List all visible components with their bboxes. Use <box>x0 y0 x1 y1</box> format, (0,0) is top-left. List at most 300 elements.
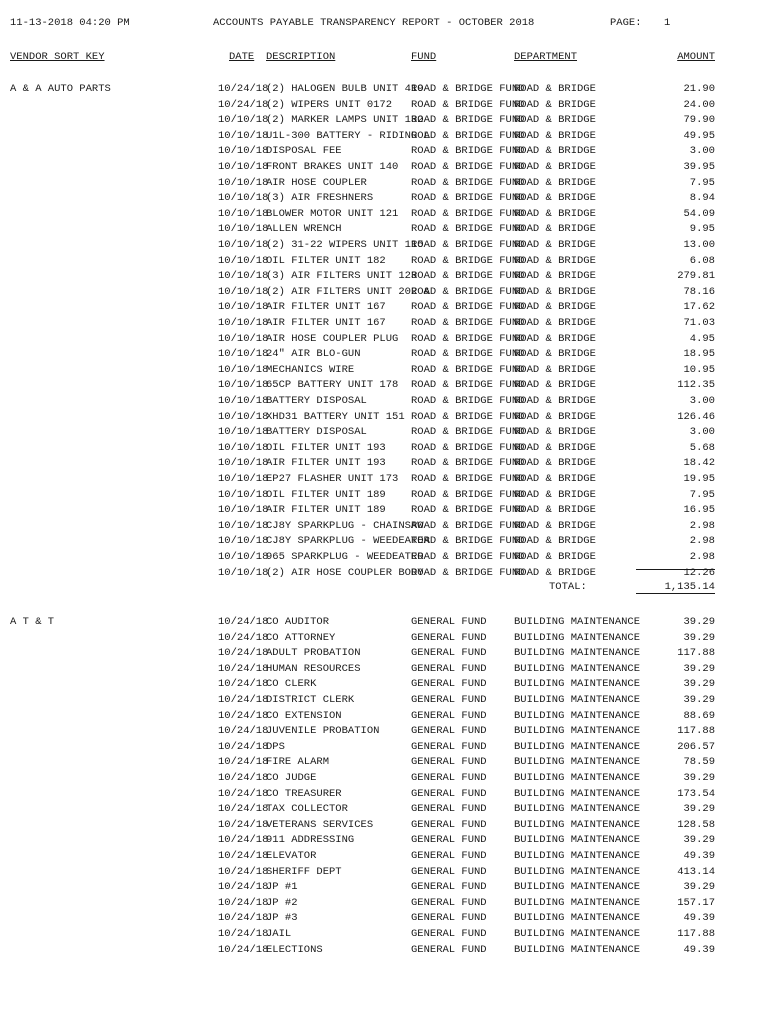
table-row <box>0 615 770 631</box>
entry-date: 10/24/18 <box>218 912 269 925</box>
entry-date: 10/10/18 <box>218 161 269 173</box>
total-rule <box>636 569 715 570</box>
entry-description: (3) AIR FRESHNERS <box>266 192 374 205</box>
entry-amount: 3.00 <box>689 395 715 407</box>
entry-department: BUILDING MAINTENANCE <box>514 912 641 925</box>
entry-date: 10/24/18 <box>218 725 269 738</box>
entry-department: ROAD & BRIDGE <box>514 395 596 407</box>
table-row <box>0 191 770 207</box>
entry-description: MECHANICS WIRE <box>266 363 355 376</box>
entry-department: ROAD & BRIDGE <box>514 301 596 314</box>
entry-amount: 39.29 <box>683 803 715 816</box>
entry-department: ROAD & BRIDGE <box>514 176 596 189</box>
entry-description: AIR FILTER UNIT 193 <box>266 457 386 470</box>
entry-fund: GENERAL FUND <box>411 678 487 691</box>
entry-department: ROAD & BRIDGE <box>514 441 596 454</box>
table-row <box>0 176 770 192</box>
table-row <box>0 113 770 129</box>
entry-amount: 39.29 <box>683 662 715 675</box>
entry-department: BUILDING MAINTENANCE <box>514 787 641 800</box>
entry-fund: ROAD & BRIDGE FUND <box>411 129 525 142</box>
entry-fund: GENERAL FUND <box>411 787 487 800</box>
entry-description: ALLEN WRENCH <box>266 223 342 236</box>
entry-description: CJ8Y SPARKPLUG - WEEDEATER <box>266 535 430 548</box>
entry-description: AIR FILTER UNIT 167 <box>266 317 386 329</box>
entry-amount: 279.81 <box>677 270 715 283</box>
entry-department: ROAD & BRIDGE <box>514 285 596 298</box>
entry-fund: ROAD & BRIDGE FUND <box>411 301 525 314</box>
entry-amount: 128.58 <box>677 818 715 831</box>
entry-department: ROAD & BRIDGE <box>514 566 596 579</box>
entry-date: 10/10/18 <box>218 223 269 236</box>
entry-date: 10/24/18 <box>218 834 269 847</box>
table-row <box>0 911 770 927</box>
table-row <box>0 82 770 98</box>
table-row <box>0 849 770 865</box>
entry-amount: 78.16 <box>683 285 715 298</box>
entry-fund: ROAD & BRIDGE FUND <box>411 114 525 127</box>
entry-description: OIL FILTER UNIT 182 <box>266 254 386 267</box>
table-row <box>0 755 770 771</box>
table-row <box>0 254 770 270</box>
entry-description: BATTERY DISPOSAL <box>266 395 367 407</box>
entry-description: 911 ADDRESSING <box>266 834 355 847</box>
entry-fund: ROAD & BRIDGE FUND <box>411 161 525 173</box>
entry-fund: GENERAL FUND <box>411 740 487 753</box>
entry-department: ROAD & BRIDGE <box>514 98 596 111</box>
entry-fund: ROAD & BRIDGE FUND <box>411 270 525 283</box>
entry-department: BUILDING MAINTENANCE <box>514 694 641 706</box>
entry-date: 10/10/18 <box>218 207 269 220</box>
entry-date: 10/10/18 <box>218 285 269 298</box>
entry-description: JAIL <box>266 928 292 940</box>
entry-fund: ROAD & BRIDGE FUND <box>411 504 525 517</box>
entry-department: ROAD & BRIDGE <box>514 504 596 517</box>
entry-department: BUILDING MAINTENANCE <box>514 881 641 894</box>
entry-description: AIR HOSE COUPLER <box>266 176 367 189</box>
entry-amount: 19.95 <box>683 473 715 485</box>
entry-date: 10/10/18 <box>218 363 269 376</box>
entry-department: ROAD & BRIDGE <box>514 348 596 361</box>
entry-amount: 39.29 <box>683 834 715 847</box>
entry-description: JP #3 <box>266 912 298 925</box>
entry-amount: 2.98 <box>689 551 715 563</box>
entry-description: DISTRICT CLERK <box>266 694 355 706</box>
table-row <box>0 709 770 725</box>
entry-date: 10/10/18 <box>218 535 269 548</box>
entry-fund: ROAD & BRIDGE FUND <box>411 379 525 392</box>
entry-description: AIR FILTER UNIT 189 <box>266 504 386 517</box>
entry-department: ROAD & BRIDGE <box>514 129 596 142</box>
entry-date: 10/10/18 <box>218 426 269 439</box>
table-row <box>0 456 770 472</box>
entry-description: JP #2 <box>266 896 298 909</box>
entry-description: HUMAN RESOURCES <box>266 662 361 675</box>
entry-date: 10/24/18 <box>218 709 269 722</box>
entry-description: AIR HOSE COUPLER PLUG <box>266 332 399 345</box>
entry-description: OIL FILTER UNIT 189 <box>266 488 386 501</box>
entry-description: (2) AIR FILTERS UNIT 202 & <box>266 285 430 298</box>
table-row <box>0 534 770 550</box>
table-row <box>0 300 770 316</box>
entry-department: ROAD & BRIDGE <box>514 332 596 345</box>
entry-fund: ROAD & BRIDGE FUND <box>411 285 525 298</box>
entry-amount: 10.95 <box>683 363 715 376</box>
entry-amount: 49.39 <box>683 850 715 862</box>
entry-fund: GENERAL FUND <box>411 709 487 722</box>
entry-description: XHD31 BATTERY UNIT 151 <box>266 410 405 423</box>
entry-description: FRONT BRAKES UNIT 140 <box>266 161 399 173</box>
entry-amount: 6.08 <box>689 254 715 267</box>
entry-fund: GENERAL FUND <box>411 818 487 831</box>
entry-date: 10/24/18 <box>218 662 269 675</box>
entry-fund: GENERAL FUND <box>411 881 487 894</box>
entry-date: 10/10/18 <box>218 129 269 142</box>
table-row <box>0 222 770 238</box>
entry-date: 10/10/18 <box>218 254 269 267</box>
entry-fund: GENERAL FUND <box>411 865 487 878</box>
entry-description: ADULT PROBATION <box>266 647 361 660</box>
entry-amount: 78.59 <box>683 756 715 769</box>
entry-fund: GENERAL FUND <box>411 943 487 956</box>
entry-amount: 39.29 <box>683 631 715 644</box>
entry-date: 10/24/18 <box>218 865 269 878</box>
entry-date: 10/10/18 <box>218 395 269 407</box>
entry-date: 10/24/18 <box>218 631 269 644</box>
entry-date: 10/10/18 <box>218 114 269 127</box>
entry-date: 10/10/18 <box>218 551 269 563</box>
entry-department: ROAD & BRIDGE <box>514 457 596 470</box>
entry-amount: 71.03 <box>683 317 715 329</box>
entry-department: ROAD & BRIDGE <box>514 254 596 267</box>
entry-department: ROAD & BRIDGE <box>514 192 596 205</box>
entry-amount: 49.95 <box>683 129 715 142</box>
entry-amount: 206.57 <box>677 740 715 753</box>
table-row <box>0 503 770 519</box>
entry-department: BUILDING MAINTENANCE <box>514 662 641 675</box>
entry-department: ROAD & BRIDGE <box>514 270 596 283</box>
entry-date: 10/10/18 <box>218 441 269 454</box>
entry-fund: GENERAL FUND <box>411 850 487 862</box>
entry-amount: 2.98 <box>689 519 715 532</box>
entry-department: ROAD & BRIDGE <box>514 317 596 329</box>
entry-description: DPS <box>266 740 285 753</box>
entry-fund: ROAD & BRIDGE FUND <box>411 254 525 267</box>
entry-description: 65CP BATTERY UNIT 178 <box>266 379 399 392</box>
entry-fund: ROAD & BRIDGE FUND <box>411 332 525 345</box>
entry-fund: ROAD & BRIDGE FUND <box>411 176 525 189</box>
entry-description: BATTERY DISPOSAL <box>266 426 367 439</box>
entry-fund: ROAD & BRIDGE FUND <box>411 192 525 205</box>
entry-amount: 18.95 <box>683 348 715 361</box>
entry-department: BUILDING MAINTENANCE <box>514 943 641 956</box>
entry-department: BUILDING MAINTENANCE <box>514 818 641 831</box>
entry-amount: 49.39 <box>683 943 715 956</box>
entry-fund: ROAD & BRIDGE FUND <box>411 473 525 485</box>
entry-description: CO TREASURER <box>266 787 342 800</box>
entry-fund: ROAD & BRIDGE FUND <box>411 83 525 95</box>
entry-fund: GENERAL FUND <box>411 928 487 940</box>
entry-description: (2) MARKER LAMPS UNIT 132 <box>266 114 424 127</box>
entry-fund: ROAD & BRIDGE FUND <box>411 519 525 532</box>
table-row <box>0 488 770 504</box>
entry-fund: ROAD & BRIDGE FUND <box>411 348 525 361</box>
entry-amount: 39.95 <box>683 161 715 173</box>
entry-date: 10/24/18 <box>218 616 269 628</box>
entry-description: ELEVATOR <box>266 850 317 862</box>
entry-description: JUVENILE PROBATION <box>266 725 380 738</box>
entry-date: 10/10/18 <box>218 488 269 501</box>
entry-fund: GENERAL FUND <box>411 896 487 909</box>
table-row <box>0 771 770 787</box>
entry-department: BUILDING MAINTENANCE <box>514 616 641 628</box>
entry-description: (3) AIR FILTERS UNIT 123 <box>266 270 418 283</box>
table-row <box>0 98 770 114</box>
entry-date: 10/24/18 <box>218 928 269 940</box>
entry-date: 10/10/18 <box>218 504 269 517</box>
entry-fund: ROAD & BRIDGE FUND <box>411 207 525 220</box>
table-row <box>0 646 770 662</box>
entry-amount: 39.29 <box>683 881 715 894</box>
report-datetime: 11-13-2018 04:20 PM <box>10 17 130 29</box>
entry-fund: GENERAL FUND <box>411 803 487 816</box>
column-header-fund: FUND <box>411 51 437 63</box>
entry-date: 10/10/18 <box>218 317 269 329</box>
entry-description: (2) HALOGEN BULB UNIT 419 <box>266 83 424 95</box>
entry-department: ROAD & BRIDGE <box>514 379 596 392</box>
table-row <box>0 833 770 849</box>
entry-description: BLOWER MOTOR UNIT 121 <box>266 207 399 220</box>
entry-fund: GENERAL FUND <box>411 912 487 925</box>
entry-fund: ROAD & BRIDGE FUND <box>411 317 525 329</box>
vendor-name: A T & T <box>10 616 55 628</box>
entry-description: OIL FILTER UNIT 193 <box>266 441 386 454</box>
entry-amount: 49.39 <box>683 912 715 925</box>
entry-fund: ROAD & BRIDGE FUND <box>411 395 525 407</box>
entry-department: BUILDING MAINTENANCE <box>514 834 641 847</box>
entry-amount: 3.00 <box>689 145 715 158</box>
entry-description: U1L-300 BATTERY - RIDING L <box>266 129 430 142</box>
entry-department: ROAD & BRIDGE <box>514 410 596 423</box>
table-row <box>0 425 770 441</box>
entry-department: BUILDING MAINTENANCE <box>514 928 641 940</box>
entry-fund: ROAD & BRIDGE FUND <box>411 457 525 470</box>
entry-date: 10/24/18 <box>218 803 269 816</box>
entry-fund: GENERAL FUND <box>411 725 487 738</box>
entry-department: BUILDING MAINTENANCE <box>514 865 641 878</box>
entry-date: 10/24/18 <box>218 881 269 894</box>
entry-department: BUILDING MAINTENANCE <box>514 678 641 691</box>
entry-department: ROAD & BRIDGE <box>514 535 596 548</box>
entry-department: ROAD & BRIDGE <box>514 473 596 485</box>
table-row <box>0 724 770 740</box>
table-row <box>0 347 770 363</box>
entry-description: (2) WIPERS UNIT 0172 <box>266 98 393 111</box>
entry-date: 10/24/18 <box>218 896 269 909</box>
column-header-department: DEPARTMENT <box>514 51 578 63</box>
entry-amount: 16.95 <box>683 504 715 517</box>
table-row <box>0 927 770 943</box>
table-row <box>0 740 770 756</box>
total-label: TOTAL: <box>549 581 587 594</box>
entry-date: 10/10/18 <box>218 473 269 485</box>
table-row <box>0 550 770 566</box>
table-row <box>0 207 770 223</box>
table-row <box>0 285 770 301</box>
entry-amount: 79.90 <box>683 114 715 127</box>
entry-fund: GENERAL FUND <box>411 647 487 660</box>
entry-amount: 157.17 <box>677 896 715 909</box>
entry-date: 10/10/18 <box>218 379 269 392</box>
entry-amount: 2.98 <box>689 535 715 548</box>
entry-amount: 18.42 <box>683 457 715 470</box>
entry-amount: 117.88 <box>677 647 715 660</box>
entry-description: FIRE ALARM <box>266 756 330 769</box>
entry-amount: 39.29 <box>683 616 715 628</box>
entry-amount: 24.00 <box>683 98 715 111</box>
entry-department: ROAD & BRIDGE <box>514 223 596 236</box>
table-row <box>0 410 770 426</box>
table-row <box>0 896 770 912</box>
entry-amount: 117.88 <box>677 725 715 738</box>
entry-amount: 112.35 <box>677 379 715 392</box>
entry-department: BUILDING MAINTENANCE <box>514 647 641 660</box>
table-row <box>0 472 770 488</box>
column-header-amount: AMOUNT <box>677 51 715 63</box>
entry-fund: GENERAL FUND <box>411 662 487 675</box>
entry-fund: GENERAL FUND <box>411 772 487 784</box>
entry-department: BUILDING MAINTENANCE <box>514 803 641 816</box>
entry-department: ROAD & BRIDGE <box>514 114 596 127</box>
column-header-date: DATE <box>229 51 255 63</box>
entry-description: TAX COLLECTOR <box>266 803 348 816</box>
entry-date: 10/10/18 <box>218 566 269 579</box>
entry-date: 10/10/18 <box>218 332 269 345</box>
entry-department: ROAD & BRIDGE <box>514 239 596 251</box>
entry-amount: 3.00 <box>689 426 715 439</box>
entry-fund: ROAD & BRIDGE FUND <box>411 98 525 111</box>
entry-date: 10/10/18 <box>218 348 269 361</box>
entry-date: 10/10/18 <box>218 301 269 314</box>
entry-fund: ROAD & BRIDGE FUND <box>411 551 525 563</box>
table-row <box>0 787 770 803</box>
entry-description: ELECTIONS <box>266 943 323 956</box>
entry-date: 10/10/18 <box>218 410 269 423</box>
entry-fund: GENERAL FUND <box>411 694 487 706</box>
entry-date: 10/24/18 <box>218 787 269 800</box>
entry-amount: 7.95 <box>689 488 715 501</box>
entry-date: 10/24/18 <box>218 818 269 831</box>
entry-description: 965 SPARKPLUG - WEEDEATER <box>266 551 424 563</box>
entry-department: ROAD & BRIDGE <box>514 207 596 220</box>
entry-department: ROAD & BRIDGE <box>514 83 596 95</box>
column-header-description: DESCRIPTION <box>266 51 336 63</box>
entry-amount: 39.29 <box>683 772 715 784</box>
table-row <box>0 880 770 896</box>
entry-department: ROAD & BRIDGE <box>514 551 596 563</box>
entry-date: 10/24/18 <box>218 694 269 706</box>
entry-fund: ROAD & BRIDGE FUND <box>411 239 525 251</box>
entry-date: 10/24/18 <box>218 772 269 784</box>
entry-department: BUILDING MAINTENANCE <box>514 850 641 862</box>
entry-department: BUILDING MAINTENANCE <box>514 740 641 753</box>
table-row <box>0 129 770 145</box>
table-row <box>0 238 770 254</box>
table-row <box>0 519 770 535</box>
total-underline <box>636 593 715 594</box>
table-row <box>0 160 770 176</box>
entry-amount: 13.00 <box>683 239 715 251</box>
column-header-vendor: VENDOR SORT KEY <box>10 51 105 63</box>
entry-description: CO AUDITOR <box>266 616 330 628</box>
table-row <box>0 865 770 881</box>
entry-fund: GENERAL FUND <box>411 756 487 769</box>
entry-fund: ROAD & BRIDGE FUND <box>411 426 525 439</box>
entry-date: 10/10/18 <box>218 176 269 189</box>
entry-date: 10/10/18 <box>218 519 269 532</box>
table-row <box>0 269 770 285</box>
entry-department: BUILDING MAINTENANCE <box>514 709 641 722</box>
table-row <box>0 363 770 379</box>
entry-amount: 54.09 <box>683 207 715 220</box>
entry-fund: ROAD & BRIDGE FUND <box>411 145 525 158</box>
entry-fund: ROAD & BRIDGE FUND <box>411 488 525 501</box>
entry-amount: 88.69 <box>683 709 715 722</box>
table-row <box>0 378 770 394</box>
table-row <box>0 631 770 647</box>
entry-fund: ROAD & BRIDGE FUND <box>411 363 525 376</box>
entry-amount: 126.46 <box>677 410 715 423</box>
entry-amount: 117.88 <box>677 928 715 940</box>
entry-department: ROAD & BRIDGE <box>514 426 596 439</box>
entry-description: (2) AIR HOSE COUPLER BODY <box>266 566 424 579</box>
entry-description: EP27 FLASHER UNIT 173 <box>266 473 399 485</box>
entry-department: ROAD & BRIDGE <box>514 519 596 532</box>
entry-amount: 17.62 <box>683 301 715 314</box>
entry-description: DISPOSAL FEE <box>266 145 342 158</box>
table-row <box>0 818 770 834</box>
entry-fund: ROAD & BRIDGE FUND <box>411 535 525 548</box>
entry-description: CJ8Y SPARKPLUG - CHAINSAW <box>266 519 424 532</box>
entry-amount: 8.94 <box>689 192 715 205</box>
entry-department: BUILDING MAINTENANCE <box>514 631 641 644</box>
entry-description: CO CLERK <box>266 678 317 691</box>
total-amount: 1,135.14 <box>664 581 715 594</box>
table-row <box>0 316 770 332</box>
entry-date: 10/10/18 <box>218 270 269 283</box>
entry-amount: 21.90 <box>683 83 715 95</box>
entry-amount: 7.95 <box>689 176 715 189</box>
entry-amount: 413.14 <box>677 865 715 878</box>
table-row <box>0 802 770 818</box>
entry-amount: 5.68 <box>689 441 715 454</box>
entry-description: VETERANS SERVICES <box>266 818 374 831</box>
page-label: PAGE: <box>610 17 642 29</box>
entry-description: AIR FILTER UNIT 167 <box>266 301 386 314</box>
entry-department: BUILDING MAINTENANCE <box>514 772 641 784</box>
entry-description: CO EXTENSION <box>266 709 342 722</box>
entry-amount: 9.95 <box>689 223 715 236</box>
table-row <box>0 144 770 160</box>
entry-date: 10/24/18 <box>218 943 269 956</box>
table-row <box>0 441 770 457</box>
entry-department: ROAD & BRIDGE <box>514 363 596 376</box>
table-row <box>0 943 770 959</box>
entry-description: JP #1 <box>266 881 298 894</box>
entry-amount: 39.29 <box>683 694 715 706</box>
entry-department: BUILDING MAINTENANCE <box>514 725 641 738</box>
table-row <box>0 677 770 693</box>
